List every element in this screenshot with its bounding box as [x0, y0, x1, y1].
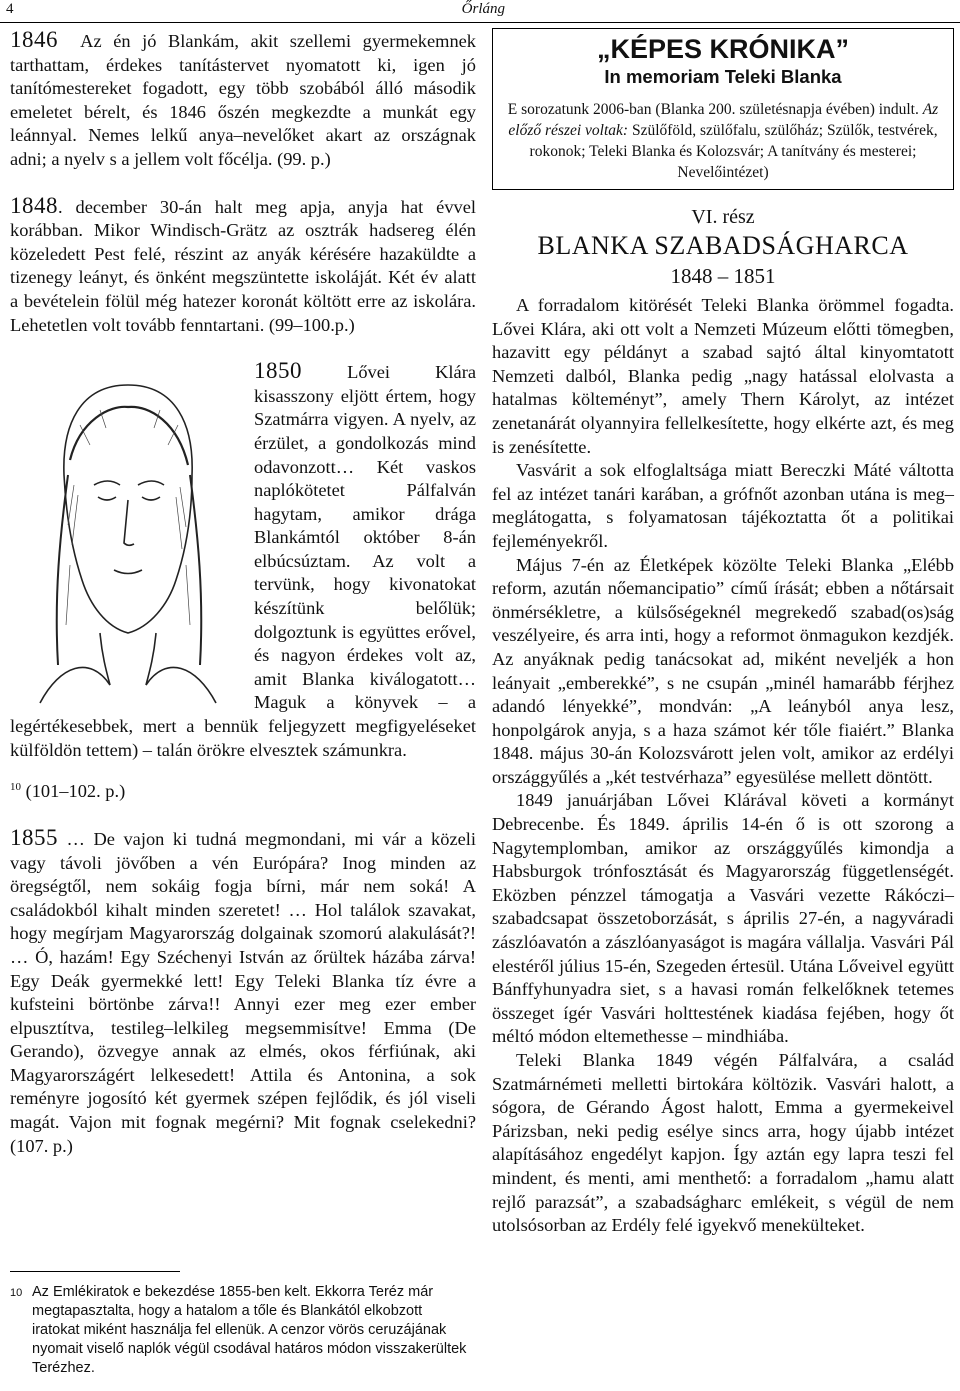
entry-1855 [10, 826, 476, 1158]
article-paragraph: 1849 januárjában Lővei Klárával követi a kormányt Debrecenbe. És 1849. április 14-én ő is ott szorong a Nagytemplomban, amikor az országgyűlés kimondja a Habsburgok trónfosztását és Magyarország függetlenségét. Eközben pénzzel támogatja a Vasvári vezette Rákóczi–szabadcsapat összetoborzását, s április 27-én, a nagyváradi zászlóavatón a zászlóanyaságot is magára vállalja. Vasvári Pál elestéről július 15-én, Szegeden értesül. Utána Lőveivel együtt Bánffyhunyadra siet, s a havasi román felkelőknek tetemes összeget ígér Vasvári holttestének kiadása fejében, hogy őt méltó módon eltemethesse – mindhiába. [492, 790, 954, 1047]
series-subtitle: In memoriam Teleki Blanka [604, 66, 842, 87]
article-paragraph: Teleki Blanka 1849 végén Pálfalvára, a család Szatmárnémeti melletti birtokára költözik. Vasvári halott, a sógora, de Gérando Ágost halott, Emma a gyermekeivel Párizsban, neki pedig esélye sincs arra, hogy újabb intézet alapításához engedélyt kapjon. Így aztán egy lapra teszi fel mindent, és menti, ami menthető: a forradalom „hamu alatt rejlő parazsát”, a szabadságharc emlékeit, s végül de nem utolsósorban az Erdély felé igyekvő menekülteket. [492, 1050, 954, 1236]
entry-1846 [10, 28, 476, 172]
series-intro: E sorozatunk 2006-ban (Blanka 200. születésnapja évében) indult. Az előző részei voltak: Szülőföld, szülőfalu, szülőház; Szülők, testvérek, rokonok; Teleki Blanka és Kolozsvár; A tanítvány és mesterei; Nevelőintézet) [507, 101, 939, 181]
article-paragraph: Május 7-én az Életképek közölte Teleki Blanka „Elébb reform, azután nőemancipatio” című írását; ebben a nőtársait önmérsékletre, a külsőségeknél megrekedő szabad(os)ság veszélyeire, és arra inti, hogy a reformot önmagukon kezdjék. Az anyáknak pedig tanácsokat ad, miként neveljék a hon leányait „emberekké”, s ne csupán „minél hamarább férjhez adandó lényekké”, mondván: „A leányból anya lesz, honpolgárok anyja, s a haza számot kér tőle fiaiért.” Blanka 1848. május 30-án Kolozsvárott jelen volt, amikor az erdélyi országgyűlés a „két testvérhaza” egyesülése mellett döntött. [492, 554, 954, 787]
footnote-rule [10, 1271, 180, 1272]
page-number: 4 [6, 1, 14, 17]
entry-1848 [10, 194, 476, 338]
portrait-image [10, 365, 246, 705]
entry-text: Az én jó Blankám, akit szellemi gyermekemnek tarthattam, érdekes tanítástervet nyomatott ki, igen jó tanítómestereket fogadott, egy több szobából álló második emeletet bérelt, és 1846 őszén megkezdte a munkát egy leánnyal. Nemes lelkű anya–nevelőket akart az országnak adni; a nyelv s a jellem volt főcélja. (99. p.) [10, 31, 477, 169]
entry-year: 1850 [254, 358, 302, 384]
article-years: 1848 – 1851 [670, 264, 776, 288]
article-paragraph: Vasvárit a sok elfoglaltsága miatt Bereczki Máté váltotta fel az intézet tanári karában, a grófnőt azonban utána is meg–meglátogatta, s folyamatosan tájékoztatta őt a politikai fejleményekről. [492, 460, 954, 551]
entry-text: Lővei Klára kisasszony eljött értem, hogy Szatmárra vigyen. A nyelv, az érzület, a gondolkozás mind odavonzott… Két vaskos naplókötetet Pálfalván hagytam, amikor drága Blankámtól október 8-án elbúcsúztam. Az volt a tervünk, hogy kivonatokat készítünk belőlük; dolgoztunk is együttes erővel, és nagyon érdekes volt az, amit Blanka kiválogatott… Maguk a könyvek – a legértékesebbek, mert a bennük feljegyzett megfigyeléseket külföldön tettem) – talán örökre elvesztek számunkra. [10, 362, 476, 760]
series-prev-label: Az előző részei voltak: [508, 101, 939, 139]
entry-text: . december 30-án halt meg apja, anyja hat évvel korábban. Mikor Windisch-Grätz az osztrák hadsereg élén közeledett Pest felé, részint az anyák kérésére hazaküldte a tizenegy leányt, és önként megszüntette iskoláját. Két év alatt a bevételein fölül még hatezer koronát költött erre az iskolára. Lehetetlen volt tovább fenntartani. (99–100.p.) [10, 196, 476, 335]
footnote-text: Az Emlékiratok e bekezdése 1855-ben kelt. Ekkorra Teréz már megtapasztalta, hogy a hatalom a tőle és Blankától elkobzott iratokat miként használja fel ellenük. A cenzor vörös ceruzájának nyomait viselő naplók végül csodával határos módon visszakerültek Terézhez. [32, 1284, 467, 1376]
entry-1850 [10, 359, 476, 762]
entry-page-ref: (101–102. p.) [21, 781, 126, 802]
footnote [10, 1283, 470, 1378]
right-column [492, 28, 954, 1238]
entry-1850-ref [10, 776, 476, 804]
entry-year: 1855 [10, 824, 58, 850]
series-prev-list: Szülőföld, szülőfalu, szülőház; Szülők, testvérek, rokonok; Teleki Blanka és Kolozsvár; A tanítvány és mesterei; Nevelőintézet) [529, 122, 938, 181]
journal-title: Őrláng [461, 1, 505, 17]
article-part: VI. rész [691, 206, 755, 228]
page-header [0, 0, 960, 23]
series-title: „KÉPES KRÓNIKA” [596, 34, 850, 64]
article-paragraph: A forradalom kitörését Teleki Blanka örömmel fogadta. Lővei Klára, aki ott volt a Nemzeti Múzeum előtti tömegben, hazavitt egy példányt a szabad sajtó által kinyomtatott Nemzeti dalból, Blanka pedig „nagy hatással elolvasta a hatalmas költeményt”, amely Thern Károlyt, az intézet zenetanárát olyannyira fellelkesítette, hogy elkérte azt, és meg is zenésítette. [492, 295, 954, 457]
footnote-number: 10 [10, 1287, 23, 1299]
entry-year: 1846 [10, 27, 58, 52]
left-column [10, 28, 476, 1158]
article-title: BLANKA SZABADSÁGHARCA [537, 231, 909, 260]
entry-year: 1848 [10, 192, 58, 218]
entry-text: … De vajon ki tudná megmondani, mi vár a közeli vagy távoli jövőben a vén Európára? Inog minden az öregségtől, nem sokáig fogja bírni, már nem soká! A családokból kihalt minden szeretet! … Hol találok szavakat, hogy megírjam Magyarország dolgainak szomorú alakulását?! … Ó, hazám! Egy Széchenyi István az őrültek házába zárva! Egy Deák gyermekké lett! Egy Teleki Blanka tíz évre a kufsteini börtönbe zárva!! Annyi ezer meg ezer ember elpusztítva, testileg–lelkileg megsemmisítve! Emma (De Gerando), özvegye annak az elmés, okos férfiúnak, aki Magyarországért lelkesedett! Attila és Antonina, a sok reményre jogosító két gyermek szépen fejlődik, és jól viseli magát. Vajon mit fognak megérni? Mit fognak cselekedni? (107. p.) [10, 828, 476, 1156]
entry-fn-marker: 10 [10, 781, 21, 794]
series-box [492, 28, 954, 190]
